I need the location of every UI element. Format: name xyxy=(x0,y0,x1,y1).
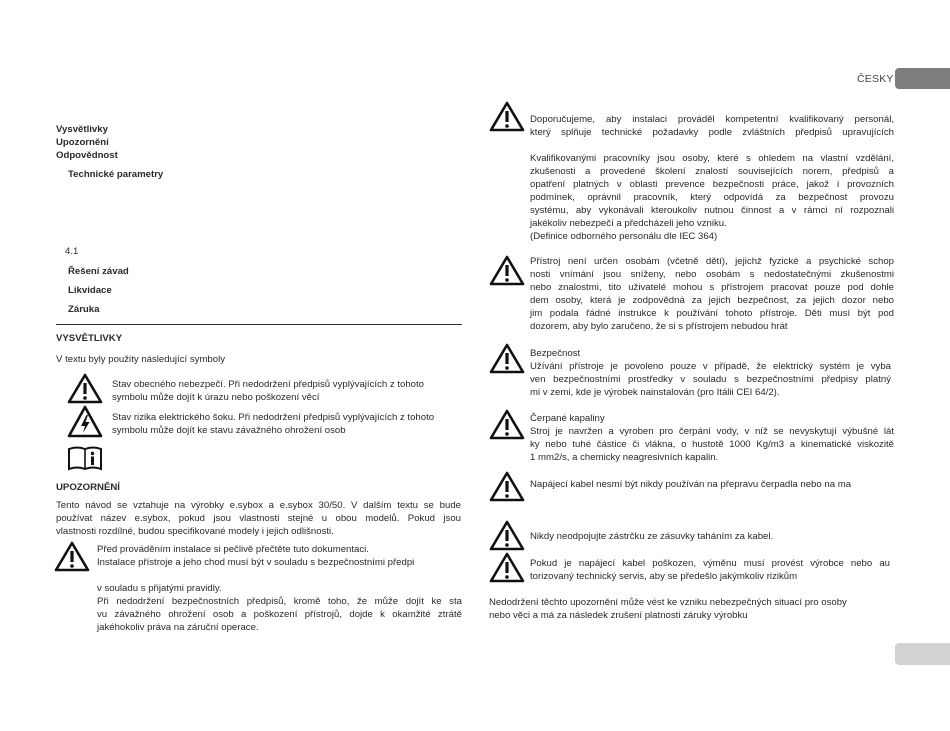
qualified-def-line-2: zkušenosti a provedené školení znalostí souvisejících norem, předpisů a xyxy=(530,166,894,177)
legend-intro: V textu byly použity následující symboly xyxy=(56,354,226,365)
warning-triangle-icon xyxy=(54,541,90,572)
liquids-line-1: Stroj je navržen a vyroben pro čerpání vody, v níž se nevyskytují výbušné lát xyxy=(530,426,894,437)
legend-heading: VYSVĚTLIVKY xyxy=(56,333,123,344)
warning-triangle-icon xyxy=(67,373,103,404)
persons-line-2: nosti vnímání jsou sníženy, nebo osobám s nedostatečnými zkušenostmi xyxy=(530,269,894,280)
liquids-line-3: 1 mm2/s, a chemicky neagresivních kapalin. xyxy=(530,452,719,463)
safety-line-1: Užívání přístroje je povoleno pouze v případě, že elektrický systém je vyba xyxy=(530,361,891,372)
warning-triangle-icon xyxy=(489,255,525,286)
legend-electric-line-1: Stav rizika elektrického šoku. Při nedodržení předpisů vyplývajících z tohoto xyxy=(112,412,435,423)
warnings-block1-line-2: Instalace přístroje a jeho chod musí být v souladu s bezpečnostními předpi xyxy=(97,557,415,568)
legend-electric-line-2: symbolu může dojít ke stavu závažného ohrožení osob xyxy=(112,425,346,436)
footer-note-line-1: Nedodržení těchto upozornění může vést ke vzniku nebezpečných situací pro osoby xyxy=(489,597,847,608)
persons-line-4: dem osoby, která je zodpovědná za jejich bezpečnost, za jejich dozor nebo xyxy=(530,295,894,306)
warnings-block2-line-4: jakéhokoliv práva na záruční operace. xyxy=(97,622,259,633)
persons-line-3: nebo znalostmi, tito uživatelé mohou s přístrojem pracovat pouze pod dohle xyxy=(530,282,894,293)
persons-line-5: jim podala řádné instrukce k používání tohoto přístroje. Děti musí být pod xyxy=(530,308,894,319)
electric-shock-icon xyxy=(67,405,103,438)
footer-note-line-2: nebo věci a má za následek zrušení platnosti záruky výrobku xyxy=(489,610,748,621)
language-tab[interactable] xyxy=(895,68,950,89)
warnings-heading: UPOZORNĚNÍ xyxy=(56,482,120,493)
toc-item-odpovednost[interactable]: Odpovědnost xyxy=(56,150,118,161)
toc-item-technicke-parametry[interactable]: Technické parametry xyxy=(68,169,164,180)
liquids-title: Čerpané kapaliny xyxy=(530,413,605,424)
safety-line-3: mi v zemi, kde je výrobek nainstalován (pro Itálii CEI 64/2). xyxy=(530,387,780,398)
warnings-intro-line-3: vlastnosti rozdílné, budou specifikované modely i jejich odlišnosti. xyxy=(56,526,334,537)
persons-line-6: dozorem, aby bylo zaručeno, že si s přístrojem nebudou hrát xyxy=(530,321,788,332)
qualified-def-line-3: opatření platných v oblasti prevence bezpečnosti práce, jakož i provozních xyxy=(530,179,894,190)
warnings-intro-line-2: používat název e.sybox, pokud jsou vlastnosti stejné u obou modelů. Pokud jsou xyxy=(56,513,461,524)
toc-item-4-1[interactable]: 4.1 xyxy=(65,246,79,257)
toc-item-vysvetlivky[interactable]: Vysvětlivky xyxy=(56,124,108,135)
safety-title: Bezpečnost xyxy=(530,348,581,359)
warnings-block2-line-2: Při nedodržení bezpečnostních předpisů, kromě toho, že může dojít ke sta xyxy=(97,596,462,607)
toc-item-zaruka[interactable]: Záruka xyxy=(68,304,100,315)
warning-triangle-icon xyxy=(489,409,525,440)
qualified-line-1: Doporučujeme, aby instalaci prováděl kompetentní kvalifikovaný personál, xyxy=(530,114,894,125)
warning-triangle-icon xyxy=(489,552,525,583)
warnings-block2-line-1: v souladu s přijatými pravidly. xyxy=(97,583,222,594)
toc-item-likvidace[interactable]: Likvidace xyxy=(68,285,112,296)
plug-warning: Nikdy neodpojujte zástrčku ze zásuvky taháním za kabel. xyxy=(530,531,774,542)
qualified-def-line-4: podmínek, oprávnil pracovník, který odpovídá za bezpečnost provozu xyxy=(530,192,894,203)
cable-damaged-line-1: Pokud je napájecí kabel poškozen, výměnu musí provést výrobce nebo au xyxy=(530,558,890,569)
qualified-line-2: který splňuje technické požadavky podle zvláštních předpisů upravujících xyxy=(530,127,894,138)
section-divider xyxy=(56,324,462,325)
legend-danger-line-1: Stav obecného nebezpečí. Při nedodržení předpisů vyplývajících z tohoto xyxy=(112,379,424,390)
language-label: ČESKY xyxy=(857,73,894,85)
warnings-block1-line-1: Před prováděním instalace si pečlivě přečtěte tuto dokumentaci. xyxy=(97,544,369,555)
cable-damaged-line-2: torizovaný technický servis, aby se předešlo jakýmkoliv rizikům xyxy=(530,571,798,582)
warning-triangle-icon xyxy=(489,343,525,374)
qualified-def-line-7: (Definice odborného personálu dle IEC 364) xyxy=(530,231,718,242)
toc-item-upozorneni[interactable]: Upozornění xyxy=(56,137,109,148)
page-tab xyxy=(895,643,950,665)
liquids-line-2: ky nebo tuhé částice či vlákna, o hustotě 1000 Kg/m3 a kinematické viskozitě xyxy=(530,439,894,450)
qualified-def-line-1: Kvalifikovanými pracovníky jsou osoby, které s ohledem na vlastní vzdělání, xyxy=(530,153,894,164)
qualified-def-line-6: jakékoliv nebezpečí a předcházeli jeho vzniku. xyxy=(530,218,727,229)
warning-triangle-icon xyxy=(489,471,525,502)
legend-danger-line-2: symbolu může dojít k úrazu nebo poškození věcí xyxy=(112,392,320,403)
cable-transport-warning: Napájecí kabel nesmí být nikdy používán na přepravu čerpadla nebo na ma xyxy=(530,479,852,490)
manual-info-icon xyxy=(67,446,103,472)
persons-line-1: Přístroj není určen osobám (včetně dětí), jejichž fyzické a psychické schop xyxy=(530,256,894,267)
warnings-block2-line-3: vu závažného ohrožení osob a poškození přístrojů, dojde k okamžité ztrátě xyxy=(97,609,462,620)
safety-line-2: ven bezpečnostními prostředky v souladu s bezpečnostními předpisy platný xyxy=(530,374,891,385)
warning-triangle-icon xyxy=(489,101,525,132)
warning-triangle-icon xyxy=(489,520,525,551)
toc-item-reseni-zavad[interactable]: Řešení závad xyxy=(68,266,129,277)
qualified-def-line-5: systému, aby vykonávali kteroukoliv nutnou činnost a v rámci ní rozpoznali xyxy=(530,205,894,216)
warnings-intro-line-1: Tento návod se vztahuje na výrobky e.sybox a e.sybox 30/50. V dalším textu se bude xyxy=(56,500,461,511)
